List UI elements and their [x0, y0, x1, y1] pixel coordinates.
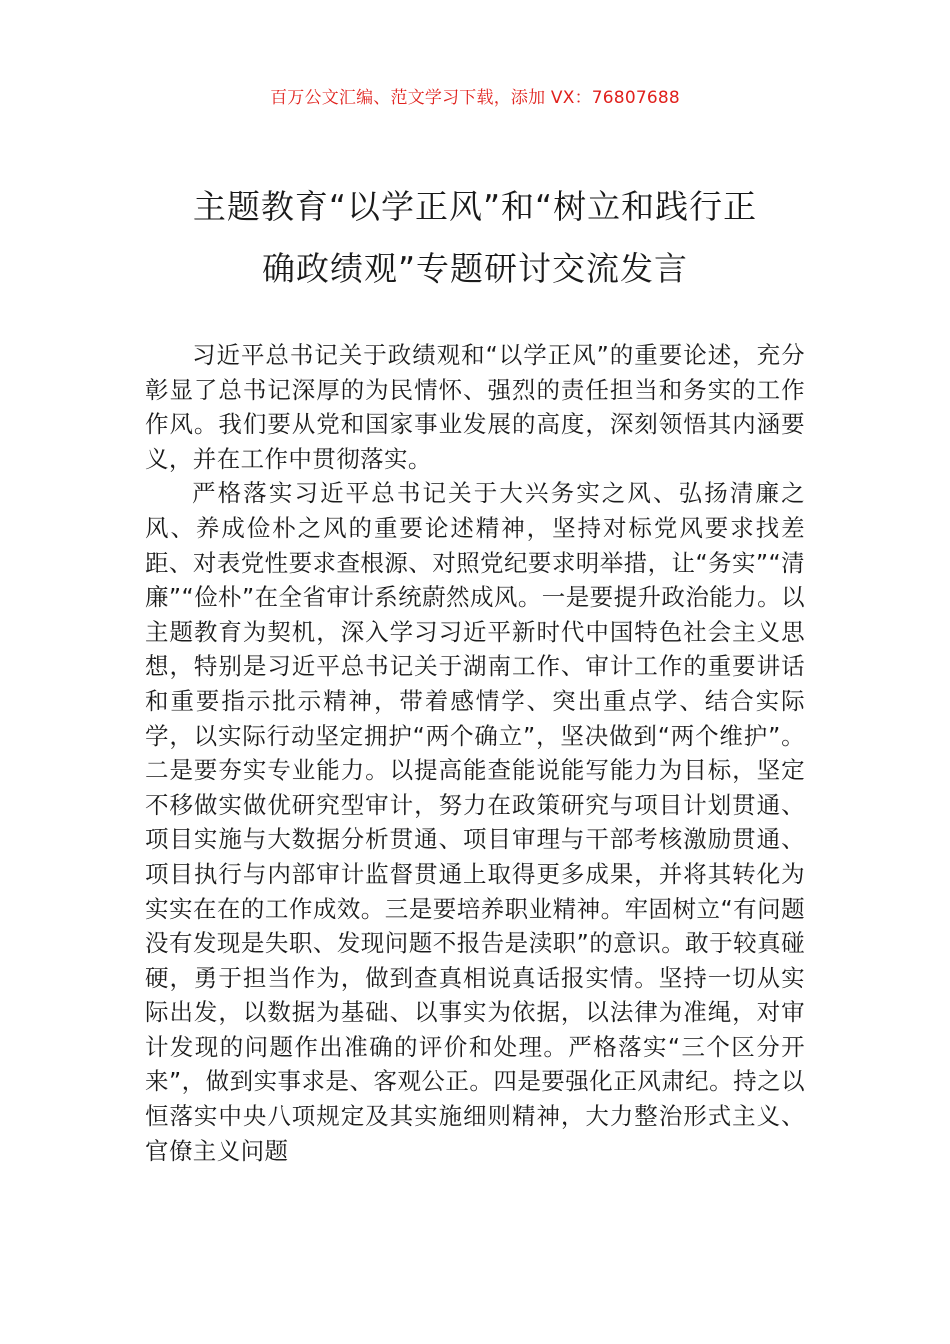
title-line-2: 确政绩观”专题研讨交流发言 [261, 249, 689, 288]
header-watermark-note: 百万公文汇编、范文学习下载，添加 VX：76807688 [270, 88, 680, 108]
paragraph: 习近平总书记关于政绩观和“以学正风”的重要论述，充分彰显了总书记深厚的为民情怀、强烈的责任担当和务实的工作作风。我们要从党和国家事业发展的高度，深刻领悟其内涵要义，并在工作中贯彻落实。 [145, 341, 805, 473]
document-body [145, 338, 805, 1168]
document-title [145, 176, 805, 300]
title-line-1: 主题教育“以学正风”和“树立和践行正 [192, 187, 758, 226]
paragraph: 严格落实习近平总书记关于大兴务实之风、弘扬清廉之风、养成俭朴之风的重要论述精神，坚持对标党风要求找差距、对表党性要求查根源、对照党纪要求明举措，让“务实”“清廉”“俭朴”在全省审计系统蔚然成风。一是要提升政治能力。以主题教育为契机，深入学习习近平新时代中国特色社会主义思想，特别是习近平总书记关于湖南工作、审计工作的重要讲话和重要指示批示精神，带着感情学、突出重点学、结合实际学，以实际行动坚定拥护“两个确立”，坚决做到“两个维护”。二是要夯实专业能力。以提高能查能说能写能力为目标，坚定不移做实做优研究型审计，努力在政策研究与项目计划贯通、项目实施与大数据分析贯通、项目审理与干部考核激励贯通、项目执行与内部审计监督贯通上取得更多成果，并将其转化为实实在在的工作成效。三是要培养职业精神。牢固树立“有问题没有发现是失职、发现问题不报告是渎职”的意识。敢于较真碰硬，勇于担当作为，做到查真相说真话报实情。坚持一切从实际出发，以数据为基础、以事实为依据，以法律为准绳，对审计发现的问题作出准确的评价和处理。严格落实“三个区分开来”，做到实事求是、客观公正。四是要强化正风肃纪。持之以恒落实中央八项规定及其实施细则精神，大力整治形式主义、官僚主义问题 [145, 479, 805, 1165]
